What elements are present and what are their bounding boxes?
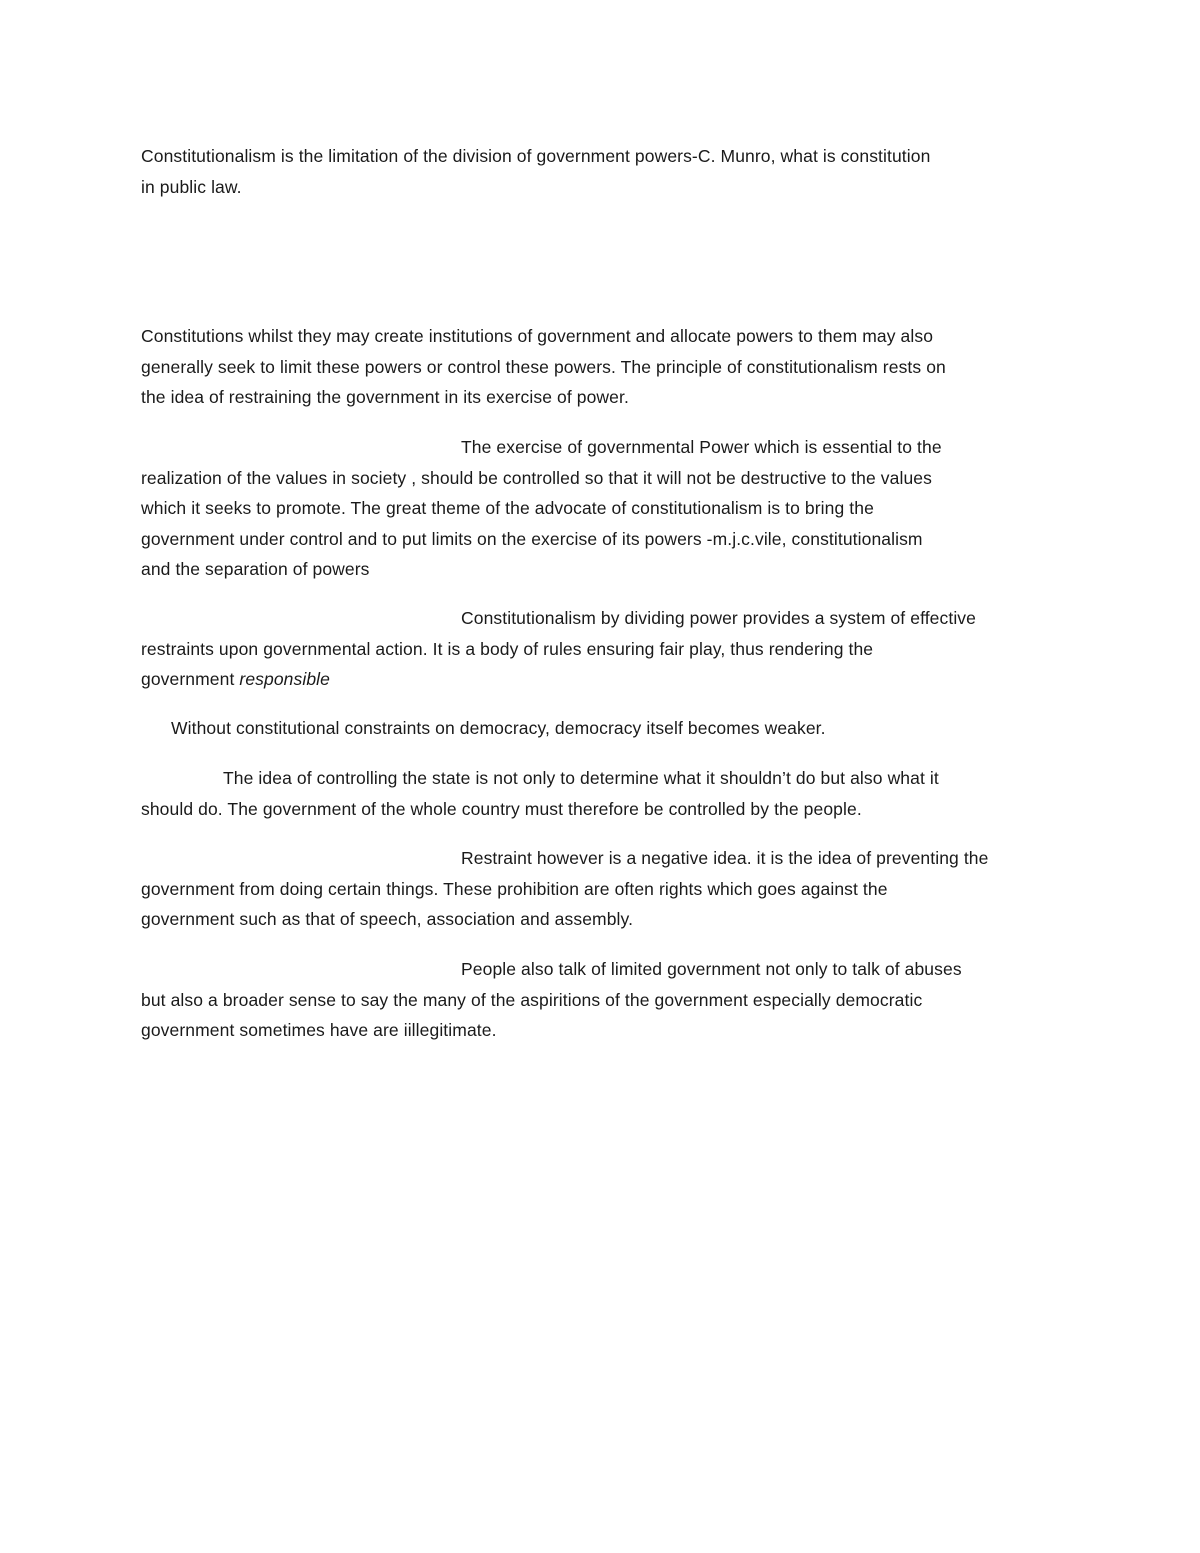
text-line: which it seeks to promote. The great theme of the advocate of constitutionalism is to bring the (141, 498, 874, 518)
text-line: Without constitutional constraints on democracy, democracy itself becomes weaker. (171, 718, 826, 738)
text-line: Constitutionalism by dividing power provides a system of effective (461, 608, 976, 628)
paragraph-constitutions-limit (141, 321, 1056, 413)
paragraph-munro-quote (141, 141, 1056, 202)
text-line: the idea of restraining the government in its exercise of power. (141, 387, 629, 407)
text-line: government such as that of speech, association and assembly. (141, 909, 634, 929)
text-segment: government (141, 669, 240, 689)
text-line (141, 664, 1056, 695)
text-line: government sometimes have are iillegitimate. (141, 1020, 497, 1040)
italic-word: responsible (239, 669, 330, 689)
text-line: in public law. (141, 176, 242, 197)
text-line: government from doing certain things. These prohibition are often rights which goes against the (141, 878, 888, 899)
text-line: generally seek to limit these powers or control these powers. The principle of constitutionalism rests on (141, 356, 946, 377)
paragraph-restraint-negative (141, 843, 1056, 935)
text-line: Constitutions whilst they may create institutions of government and allocate powers to them may also (141, 326, 934, 346)
text-line: Constitutionalism is the limitation of the division of government powers-C. Munro, what is constitution (141, 146, 931, 166)
text-line: realization of the values in society , should be controlled so that it will not be destructive to the values (141, 467, 932, 488)
paragraph-vile-quote (141, 432, 1056, 585)
text-line: restraints upon governmental action. It is a body of rules ensuring fair play, thus rendering the (141, 638, 874, 659)
text-line: but also a broader sense to say the many of the aspiritions of the government especially democratic (141, 989, 923, 1010)
text-line: The exercise of governmental Power which is essential to the (461, 437, 942, 457)
paragraph-democracy-weaker (141, 713, 1056, 744)
paragraph-controlling-state (141, 763, 1056, 824)
paragraph-limited-government (141, 954, 1056, 1046)
text-line: Restraint however is a negative idea. it is the idea of preventing the (461, 848, 989, 868)
text-line: government under control and to put limits on the exercise of its powers -m.j.c.vile, constitutionalism (141, 528, 923, 549)
paragraph-dividing-power (141, 603, 1056, 695)
text-line: and the separation of powers (141, 559, 370, 579)
text-line: should do. The government of the whole country must therefore be controlled by the people. (141, 798, 862, 819)
text-line: The idea of controlling the state is not only to determine what it shouldn’t do but also what it (223, 768, 939, 788)
text-line: People also talk of limited government not only to talk of abuses (461, 959, 962, 979)
